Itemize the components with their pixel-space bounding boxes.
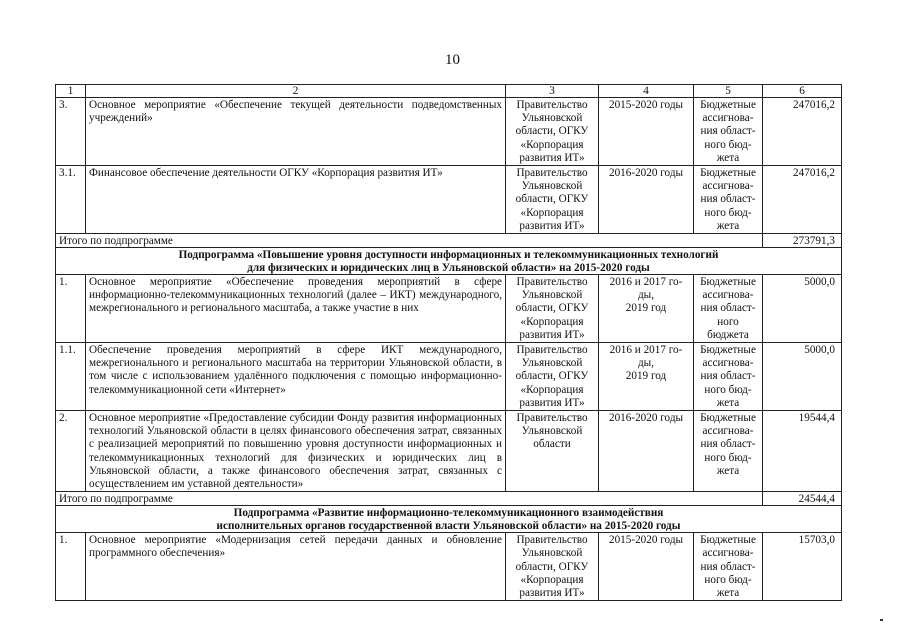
subprogram-title bbox=[56, 248, 842, 275]
page-number: 10 bbox=[445, 52, 460, 68]
subprogram-title-line: для физических и юридических лиц в Ульяновской области» на 2015-2020 годы bbox=[247, 261, 650, 274]
subprogram-title-line: исполнительных органов государственной власти Ульяновской области» на 2015-2020 годы bbox=[216, 519, 681, 532]
row-number: 2. bbox=[56, 411, 86, 492]
executor bbox=[506, 411, 599, 492]
cell-line: ного бюд- bbox=[704, 383, 752, 396]
column-number-row bbox=[56, 85, 842, 98]
cell-line: Бюджетные bbox=[700, 344, 756, 357]
table-row bbox=[56, 343, 842, 411]
subprogram-title-line: Подпрограмма «Развитие информационно-телекоммуникационного взаимодействия bbox=[233, 507, 664, 520]
cell-line: жета bbox=[716, 151, 740, 164]
column-number: 4 bbox=[599, 85, 694, 98]
cell-line: Правительство bbox=[516, 167, 588, 180]
cell-line: области bbox=[533, 438, 571, 451]
executor bbox=[506, 166, 599, 234]
cell-line: 2016-2020 годы bbox=[608, 412, 684, 425]
cell-line: жета bbox=[716, 396, 740, 409]
term bbox=[599, 98, 694, 166]
cell-line: ассигнова- bbox=[702, 547, 754, 560]
funding-source bbox=[694, 411, 763, 492]
funding-source bbox=[694, 98, 763, 166]
total-amount: 24544,4 bbox=[763, 492, 842, 506]
cell-line: ния област- bbox=[700, 560, 756, 573]
row-number: 1. bbox=[56, 533, 86, 601]
cell-line: ассигнова- bbox=[702, 180, 754, 193]
executor bbox=[506, 533, 599, 601]
total-amount: 273791,3 bbox=[763, 234, 842, 248]
total-label: Итого по подпрограмме bbox=[56, 234, 763, 248]
cell-line: ассигнова- bbox=[702, 425, 754, 438]
cell-line: 2015-2020 годы bbox=[608, 99, 684, 111]
cell-line: жета bbox=[716, 464, 740, 477]
cell-line: 2016 и 2017 го- bbox=[609, 344, 683, 357]
funding-source bbox=[694, 166, 763, 234]
funding-source bbox=[694, 275, 763, 343]
cell-line: области, ОГКУ bbox=[515, 560, 589, 573]
cell-line: ния област- bbox=[700, 125, 756, 138]
cell-line: Правительство bbox=[516, 534, 588, 547]
funding-source bbox=[694, 533, 763, 601]
column-number: 5 bbox=[694, 85, 763, 98]
cell-line: Бюджетные bbox=[700, 99, 756, 111]
term bbox=[599, 411, 694, 492]
cell-line: бюджета bbox=[707, 328, 749, 341]
cell-line: ассигнова- bbox=[702, 357, 754, 370]
cell-line: Правительство bbox=[516, 276, 588, 289]
row-number: 3. bbox=[56, 98, 86, 166]
term bbox=[599, 533, 694, 601]
cell-line: Правительство bbox=[516, 99, 588, 111]
cell-line: Ульяновской bbox=[521, 357, 583, 370]
cell-line: ды, bbox=[637, 289, 654, 302]
cell-line: ного бюд- bbox=[704, 206, 752, 219]
cell-line: ды, bbox=[637, 357, 654, 370]
cell-line: 2016 и 2017 го- bbox=[609, 276, 683, 289]
cell-line: области, ОГКУ bbox=[515, 125, 589, 138]
table-row bbox=[56, 166, 842, 234]
table-row bbox=[56, 533, 842, 601]
cell-line: «Корпорация bbox=[520, 138, 584, 151]
subprogram-title bbox=[56, 506, 842, 533]
cell-line: «Корпорация bbox=[520, 315, 584, 328]
term bbox=[599, 166, 694, 234]
column-number: 2 bbox=[86, 85, 506, 98]
activity-name: Основное мероприятие «Предоставление субсидии Фонду развития информационных технологий Ульяновской области в целях финансового обеспечения затрат, связанных с реализацией мероприятий по повышению уровня доступности информационных и телекоммуникационных технологий для физических и юридических лиц в Ульяновской области, а также финансового обеспечения затрат, связанных с осуществлением им уставной деятельности» bbox=[86, 411, 506, 492]
cell-line: ного бюд- bbox=[704, 573, 752, 586]
cell-line: области, ОГКУ bbox=[515, 193, 589, 206]
cell-line: «Корпорация bbox=[520, 206, 584, 219]
term bbox=[599, 275, 694, 343]
cell-line: ного бюд- bbox=[704, 138, 752, 151]
column-number: 3 bbox=[506, 85, 599, 98]
amount: 5000,0 bbox=[763, 275, 842, 343]
funding-source bbox=[694, 343, 763, 411]
activity-name: Основное мероприятие «Обеспечение текущей деятельности подведомственных учреждений» bbox=[86, 98, 506, 166]
amount: 19544,4 bbox=[763, 411, 842, 492]
amount: 247016,2 bbox=[763, 166, 842, 234]
cell-line: «Корпорация bbox=[520, 383, 584, 396]
program-table bbox=[55, 84, 842, 601]
cell-line: Ульяновской bbox=[521, 180, 583, 193]
cell-line: ния област- bbox=[700, 302, 756, 315]
subprogram-total-row bbox=[56, 234, 842, 248]
executor bbox=[506, 275, 599, 343]
subprogram-total-row bbox=[56, 492, 842, 506]
total-label: Итого по подпрограмме bbox=[56, 492, 763, 506]
cell-line: «Корпорация bbox=[520, 573, 584, 586]
cell-line: Бюджетные bbox=[700, 534, 756, 547]
row-number: 1.1. bbox=[56, 343, 86, 411]
cell-line: ния област- bbox=[700, 370, 756, 383]
amount: 5000,0 bbox=[763, 343, 842, 411]
cell-line: области, ОГКУ bbox=[515, 370, 589, 383]
cell-line: развития ИТ» bbox=[519, 587, 585, 600]
executor bbox=[506, 98, 599, 166]
row-number: 3.1. bbox=[56, 166, 86, 234]
activity-name: Основное мероприятие «Модернизация сетей передачи данных и обновление программного обеспечения» bbox=[86, 533, 506, 601]
column-number: 6 bbox=[763, 85, 842, 98]
amount: 247016,2 bbox=[763, 98, 842, 166]
cell-line: развития ИТ» bbox=[519, 219, 585, 232]
executor bbox=[506, 343, 599, 411]
cell-line: области, ОГКУ bbox=[515, 302, 589, 315]
cell-line: 2019 год bbox=[625, 302, 667, 315]
subprogram-title-line: Подпрограмма «Повышение уровня доступности информационных и телекоммуникационных технологий bbox=[178, 249, 719, 262]
table-row bbox=[56, 411, 842, 492]
cell-line: 2019 год bbox=[625, 370, 667, 383]
cell-line: жета bbox=[716, 587, 740, 600]
cell-line: Ульяновской bbox=[521, 425, 583, 438]
cell-line: 2016-2020 годы bbox=[608, 167, 684, 180]
activity-name: Обеспечение проведения мероприятий в сфере ИКТ международного, межрегионального и регионального масштаба на территории Ульяновской области, в том числе с использованием удалённого подключения с помощью информационно-телекоммуникационной сети «Интернет» bbox=[86, 343, 506, 411]
term bbox=[599, 343, 694, 411]
cell-line: Правительство bbox=[516, 412, 588, 425]
cell-line: Бюджетные bbox=[700, 167, 756, 180]
cell-line: развития ИТ» bbox=[519, 396, 585, 409]
table-row bbox=[56, 275, 842, 343]
cell-line: ассигнова- bbox=[702, 112, 754, 125]
column-number: 1 bbox=[56, 85, 86, 98]
subprogram-heading-row bbox=[56, 248, 842, 275]
cell-line: 2015-2020 годы bbox=[608, 534, 684, 547]
cell-line: жета bbox=[716, 219, 740, 232]
cell-line: Бюджетные bbox=[700, 412, 756, 425]
cell-line: Ульяновской bbox=[521, 112, 583, 125]
scan-mark bbox=[880, 619, 883, 621]
activity-name: Финансовое обеспечение деятельности ОГКУ «Корпорация развития ИТ» bbox=[86, 166, 506, 234]
cell-line: ния област- bbox=[700, 438, 756, 451]
cell-line: Бюджетные bbox=[700, 276, 756, 289]
cell-line: Ульяновской bbox=[521, 289, 583, 302]
amount: 15703,0 bbox=[763, 533, 842, 601]
cell-line: развития ИТ» bbox=[519, 328, 585, 341]
subprogram-heading-row bbox=[56, 506, 842, 533]
cell-line: Правительство bbox=[516, 344, 588, 357]
cell-line: ния област- bbox=[700, 193, 756, 206]
cell-line: ассигнова- bbox=[702, 289, 754, 302]
cell-line: ного бюд- bbox=[704, 451, 752, 464]
cell-line: Ульяновской bbox=[521, 547, 583, 560]
cell-line: развития ИТ» bbox=[519, 151, 585, 164]
cell-line: ного bbox=[717, 315, 739, 328]
activity-name: Основное мероприятие «Обеспечение проведения мероприятий в сфере информационно-телекоммуникационных технологий (далее – ИКТ) международного, межрегионального и регионального масштаба, а также участие в них bbox=[86, 275, 506, 343]
row-number: 1. bbox=[56, 275, 86, 343]
table-row bbox=[56, 98, 842, 166]
